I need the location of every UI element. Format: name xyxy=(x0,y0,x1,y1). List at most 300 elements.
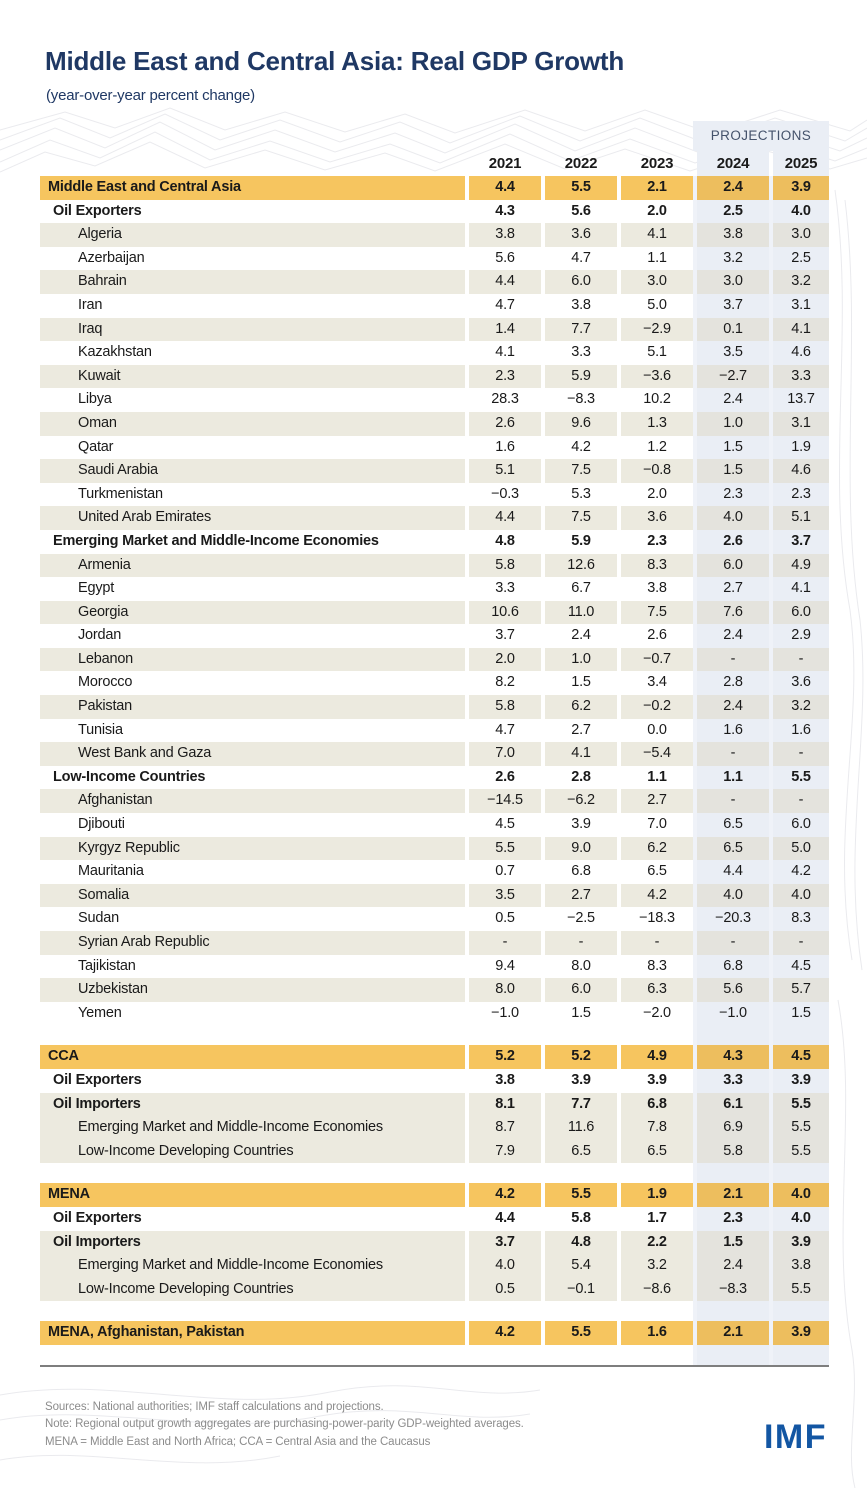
value-cell: 0.7 xyxy=(469,860,541,884)
value-cell: 5.5 xyxy=(773,1140,829,1164)
corner-cell xyxy=(40,151,465,176)
value-cell: 8.0 xyxy=(469,978,541,1002)
value-cell: −6.2 xyxy=(545,789,617,813)
value-cell: 5.2 xyxy=(469,1045,541,1069)
value-cell: 2.6 xyxy=(469,412,541,436)
table-body xyxy=(40,176,829,1365)
table-row xyxy=(40,294,829,318)
row-label: Low-Income Developing Countries xyxy=(40,1278,465,1302)
value-cell: 2.4 xyxy=(697,624,769,648)
table-row xyxy=(40,530,829,554)
value-cell: 4.3 xyxy=(469,200,541,224)
value-cell: 7.8 xyxy=(621,1116,693,1140)
value-cell: 4.2 xyxy=(469,1321,541,1345)
year-header: 2025 xyxy=(773,151,829,176)
row-label: Low-Income Developing Countries xyxy=(40,1140,465,1164)
value-cell: 2.5 xyxy=(697,200,769,224)
value-cell: - xyxy=(697,648,769,672)
value-cell: 5.1 xyxy=(773,506,829,530)
value-cell: - xyxy=(697,789,769,813)
value-cell: 1.6 xyxy=(469,436,541,460)
abbreviation-note: MENA = Middle East and North Africa; CCA = Central Asia and the Caucasus xyxy=(45,1435,431,1448)
table-row xyxy=(40,1093,829,1117)
value-cell: 3.1 xyxy=(773,412,829,436)
row-label: Emerging Market and Middle-Income Economies xyxy=(40,1254,465,1278)
value-cell: 3.7 xyxy=(697,294,769,318)
value-cell: 3.7 xyxy=(469,624,541,648)
value-cell: 1.0 xyxy=(545,648,617,672)
value-cell: 6.0 xyxy=(545,270,617,294)
table-row xyxy=(40,459,829,483)
table-row xyxy=(40,388,829,412)
gdp-table xyxy=(40,121,829,1367)
value-cell: 3.8 xyxy=(621,577,693,601)
value-cell: 4.4 xyxy=(469,1207,541,1231)
value-cell xyxy=(621,1345,693,1365)
table-row xyxy=(40,176,829,200)
value-cell: −0.1 xyxy=(545,1278,617,1302)
value-cell: 3.9 xyxy=(545,1069,617,1093)
source-note: Sources: National authorities; IMF staff calculations and projections. xyxy=(45,1400,384,1413)
value-cell: 3.8 xyxy=(697,223,769,247)
value-cell: 3.9 xyxy=(773,1231,829,1255)
value-cell: 1.5 xyxy=(697,1231,769,1255)
spacer-row xyxy=(40,1301,829,1321)
row-label: Djibouti xyxy=(40,813,465,837)
table-row xyxy=(40,884,829,908)
value-cell: 4.7 xyxy=(469,719,541,743)
value-cell: 8.1 xyxy=(469,1093,541,1117)
value-cell xyxy=(545,1301,617,1321)
row-label: Yemen xyxy=(40,1002,465,1026)
value-cell xyxy=(469,1025,541,1045)
value-cell: 3.0 xyxy=(697,270,769,294)
value-cell xyxy=(621,1163,693,1183)
value-cell: 3.8 xyxy=(469,1069,541,1093)
value-cell: 3.9 xyxy=(773,1069,829,1093)
value-cell: 3.4 xyxy=(621,671,693,695)
value-cell: 1.7 xyxy=(621,1207,693,1231)
value-cell: 8.0 xyxy=(545,955,617,979)
value-cell: 6.1 xyxy=(697,1093,769,1117)
value-cell: 2.4 xyxy=(697,176,769,200)
value-cell: 3.6 xyxy=(773,671,829,695)
value-cell: 1.5 xyxy=(545,1002,617,1026)
value-cell: 9.4 xyxy=(469,955,541,979)
table-row xyxy=(40,223,829,247)
table-row xyxy=(40,695,829,719)
table-row xyxy=(40,766,829,790)
value-cell: 5.5 xyxy=(469,837,541,861)
row-label: Kuwait xyxy=(40,365,465,389)
value-cell: 2.6 xyxy=(469,766,541,790)
row-label: Uzbekistan xyxy=(40,978,465,1002)
value-cell: −2.9 xyxy=(621,318,693,342)
table-row xyxy=(40,554,829,578)
row-label: Emerging Market and Middle-Income Economies xyxy=(40,530,465,554)
value-cell xyxy=(773,1025,829,1045)
value-cell: 3.6 xyxy=(621,506,693,530)
value-cell: 0.5 xyxy=(469,1278,541,1302)
value-cell: 3.3 xyxy=(697,1069,769,1093)
table-row xyxy=(40,931,829,955)
value-cell: 8.3 xyxy=(621,955,693,979)
value-cell: 8.3 xyxy=(621,554,693,578)
value-cell: 2.9 xyxy=(773,624,829,648)
value-cell: 7.0 xyxy=(469,742,541,766)
value-cell xyxy=(773,1163,829,1183)
value-cell: 4.4 xyxy=(469,176,541,200)
table-row xyxy=(40,1207,829,1231)
value-cell: 4.0 xyxy=(697,884,769,908)
row-label: Armenia xyxy=(40,554,465,578)
value-cell: 2.8 xyxy=(697,671,769,695)
value-cell: 1.1 xyxy=(621,247,693,271)
value-cell: 6.5 xyxy=(697,813,769,837)
value-cell: 5.5 xyxy=(545,1321,617,1345)
value-cell: −18.3 xyxy=(621,907,693,931)
value-cell: 5.6 xyxy=(545,200,617,224)
value-cell: 7.6 xyxy=(697,601,769,625)
value-cell: −8.6 xyxy=(621,1278,693,1302)
year-header: 2024 xyxy=(697,151,769,176)
projections-header-row xyxy=(40,121,829,151)
value-cell: 3.5 xyxy=(469,884,541,908)
imf-logo: IMF xyxy=(763,1418,827,1456)
value-cell: −2.7 xyxy=(697,365,769,389)
value-cell: 4.0 xyxy=(773,884,829,908)
value-cell: 11.0 xyxy=(545,601,617,625)
value-cell xyxy=(773,1345,829,1365)
value-cell: 2.4 xyxy=(697,388,769,412)
value-cell xyxy=(697,1163,769,1183)
table-row xyxy=(40,412,829,436)
value-cell: 6.8 xyxy=(621,1093,693,1117)
value-cell: 4.0 xyxy=(469,1254,541,1278)
row-label: Somalia xyxy=(40,884,465,908)
value-cell: 4.5 xyxy=(773,1045,829,1069)
value-cell: 5.5 xyxy=(773,1116,829,1140)
value-cell: 2.7 xyxy=(621,789,693,813)
value-cell: 0.1 xyxy=(697,318,769,342)
value-cell: 6.2 xyxy=(621,837,693,861)
value-cell: −0.8 xyxy=(621,459,693,483)
row-label: Turkmenistan xyxy=(40,483,465,507)
value-cell: 2.6 xyxy=(697,530,769,554)
row-label: Tajikistan xyxy=(40,955,465,979)
row-label: MENA, Afghanistan, Pakistan xyxy=(40,1321,465,1345)
value-cell: 1.1 xyxy=(621,766,693,790)
value-cell: 11.6 xyxy=(545,1116,617,1140)
value-cell: 3.7 xyxy=(469,1231,541,1255)
value-cell: −5.4 xyxy=(621,742,693,766)
value-cell: - xyxy=(469,931,541,955)
value-cell: 3.5 xyxy=(697,341,769,365)
row-label: Egypt xyxy=(40,577,465,601)
value-cell: 4.5 xyxy=(469,813,541,837)
value-cell: 4.1 xyxy=(621,223,693,247)
value-cell: 5.0 xyxy=(773,837,829,861)
value-cell: 4.3 xyxy=(697,1045,769,1069)
value-cell: 4.5 xyxy=(773,955,829,979)
value-cell: 7.7 xyxy=(545,318,617,342)
value-cell: 4.0 xyxy=(773,200,829,224)
value-cell: 1.9 xyxy=(621,1183,693,1207)
table-row xyxy=(40,719,829,743)
value-cell: 1.6 xyxy=(621,1321,693,1345)
table-row xyxy=(40,1002,829,1026)
value-cell: 3.8 xyxy=(469,223,541,247)
value-cell: 4.9 xyxy=(621,1045,693,1069)
value-cell: 5.6 xyxy=(697,978,769,1002)
table-row xyxy=(40,506,829,530)
value-cell: 12.6 xyxy=(545,554,617,578)
value-cell: 6.8 xyxy=(697,955,769,979)
year-header: 2021 xyxy=(488,155,522,172)
value-cell: 2.2 xyxy=(621,1231,693,1255)
value-cell: −1.0 xyxy=(697,1002,769,1026)
row-label: Oman xyxy=(40,412,465,436)
value-cell: 4.0 xyxy=(697,506,769,530)
value-cell: −8.3 xyxy=(545,388,617,412)
value-cell: 3.1 xyxy=(773,294,829,318)
value-cell: 4.2 xyxy=(469,1183,541,1207)
value-cell: 9.0 xyxy=(545,837,617,861)
value-cell: 6.0 xyxy=(545,978,617,1002)
row-label: Syrian Arab Republic xyxy=(40,931,465,955)
value-cell: 5.8 xyxy=(469,554,541,578)
value-cell: 10.6 xyxy=(469,601,541,625)
value-cell: 5.0 xyxy=(621,294,693,318)
value-cell: 2.1 xyxy=(697,1321,769,1345)
value-cell xyxy=(773,1301,829,1321)
row-label: United Arab Emirates xyxy=(40,506,465,530)
table-row xyxy=(40,907,829,931)
spacer-row xyxy=(40,1025,829,1045)
row-label: Iran xyxy=(40,294,465,318)
value-cell: - xyxy=(773,789,829,813)
value-cell: 9.6 xyxy=(545,412,617,436)
value-cell: 3.9 xyxy=(621,1069,693,1093)
table-row xyxy=(40,1231,829,1255)
value-cell: 6.2 xyxy=(545,695,617,719)
value-cell: 8.7 xyxy=(469,1116,541,1140)
method-note: Note: Regional output growth aggregates are purchasing-power-parity GDP-weighted averages. xyxy=(45,1418,524,1431)
value-cell: 3.3 xyxy=(773,365,829,389)
value-cell: 2.3 xyxy=(469,365,541,389)
value-cell: 2.3 xyxy=(697,483,769,507)
value-cell: 6.7 xyxy=(545,577,617,601)
value-cell: −0.7 xyxy=(621,648,693,672)
value-cell xyxy=(621,1301,693,1321)
value-cell: 5.2 xyxy=(545,1045,617,1069)
table-row xyxy=(40,483,829,507)
value-cell: 4.6 xyxy=(773,459,829,483)
value-cell: 1.6 xyxy=(773,719,829,743)
value-cell: 5.1 xyxy=(469,459,541,483)
value-cell: 0.0 xyxy=(621,719,693,743)
value-cell: 5.5 xyxy=(545,1183,617,1207)
value-cell: 1.5 xyxy=(545,671,617,695)
footnotes xyxy=(45,1399,867,1452)
table-row xyxy=(40,978,829,1002)
year-header: 2022 xyxy=(564,155,598,172)
value-cell xyxy=(545,1163,617,1183)
value-cell: 2.7 xyxy=(545,884,617,908)
value-cell: 2.4 xyxy=(697,695,769,719)
value-cell: 6.0 xyxy=(773,813,829,837)
value-cell: 8.3 xyxy=(773,907,829,931)
value-cell: - xyxy=(621,931,693,955)
value-cell: 2.4 xyxy=(545,624,617,648)
value-cell: 6.3 xyxy=(621,978,693,1002)
value-cell: 0.5 xyxy=(469,907,541,931)
table-row xyxy=(40,837,829,861)
spacer-row xyxy=(40,1163,829,1183)
value-cell: 1.2 xyxy=(621,436,693,460)
row-label: Bahrain xyxy=(40,270,465,294)
value-cell: 2.7 xyxy=(545,719,617,743)
value-cell xyxy=(545,1345,617,1365)
value-cell: 2.0 xyxy=(621,483,693,507)
value-cell xyxy=(469,1301,541,1321)
table-row xyxy=(40,1321,829,1345)
row-label: Tunisia xyxy=(40,719,465,743)
value-cell: 6.5 xyxy=(697,837,769,861)
value-cell xyxy=(469,1163,541,1183)
value-cell: 4.0 xyxy=(773,1207,829,1231)
value-cell: 4.6 xyxy=(773,341,829,365)
value-cell: 2.0 xyxy=(621,200,693,224)
row-label: Pakistan xyxy=(40,695,465,719)
row-label: Middle East and Central Asia xyxy=(40,176,465,200)
row-label: Georgia xyxy=(40,601,465,625)
value-cell: 2.1 xyxy=(697,1183,769,1207)
value-cell: 5.5 xyxy=(773,1278,829,1302)
value-cell xyxy=(621,1025,693,1045)
table-row xyxy=(40,601,829,625)
table-row xyxy=(40,365,829,389)
value-cell: 3.3 xyxy=(545,341,617,365)
table-row xyxy=(40,1278,829,1302)
value-cell: 4.4 xyxy=(697,860,769,884)
value-cell xyxy=(697,1345,769,1365)
value-cell: 4.1 xyxy=(773,577,829,601)
projections-label: PROJECTIONS xyxy=(693,121,829,151)
row-label xyxy=(40,1345,465,1365)
row-label: Oil Exporters xyxy=(40,1069,465,1093)
table-row xyxy=(40,671,829,695)
value-cell: 3.3 xyxy=(469,577,541,601)
value-cell: 2.7 xyxy=(697,577,769,601)
table-row xyxy=(40,270,829,294)
row-label: Kazakhstan xyxy=(40,341,465,365)
value-cell: −1.0 xyxy=(469,1002,541,1026)
value-cell: 5.8 xyxy=(469,695,541,719)
row-label: Morocco xyxy=(40,671,465,695)
table-row xyxy=(40,742,829,766)
value-cell: 1.3 xyxy=(621,412,693,436)
value-cell: 2.1 xyxy=(621,176,693,200)
value-cell: 1.6 xyxy=(697,719,769,743)
value-cell: 3.2 xyxy=(697,247,769,271)
row-label: Azerbaijan xyxy=(40,247,465,271)
value-cell: 1.0 xyxy=(697,412,769,436)
value-cell: −14.5 xyxy=(469,789,541,813)
table-row xyxy=(40,577,829,601)
value-cell: −0.2 xyxy=(621,695,693,719)
table-row xyxy=(40,1140,829,1164)
table-row xyxy=(40,247,829,271)
value-cell: - xyxy=(545,931,617,955)
table-row xyxy=(40,624,829,648)
value-cell: 1.4 xyxy=(469,318,541,342)
value-cell: 6.0 xyxy=(697,554,769,578)
value-cell: 6.0 xyxy=(773,601,829,625)
value-cell: 4.9 xyxy=(773,554,829,578)
value-cell: 6.8 xyxy=(545,860,617,884)
value-cell xyxy=(469,1345,541,1365)
value-cell: 3.0 xyxy=(621,270,693,294)
value-cell: 2.5 xyxy=(773,247,829,271)
row-label: MENA xyxy=(40,1183,465,1207)
value-cell xyxy=(545,1025,617,1045)
table-row xyxy=(40,341,829,365)
table-row xyxy=(40,1069,829,1093)
row-label: Iraq xyxy=(40,318,465,342)
row-label: Oil Exporters xyxy=(40,1207,465,1231)
value-cell: 5.8 xyxy=(697,1140,769,1164)
table-row xyxy=(40,1045,829,1069)
value-cell: 1.9 xyxy=(773,436,829,460)
value-cell: 4.1 xyxy=(773,318,829,342)
value-cell: 5.1 xyxy=(621,341,693,365)
value-cell: 3.2 xyxy=(773,695,829,719)
value-cell: 10.2 xyxy=(621,388,693,412)
row-label: Sudan xyxy=(40,907,465,931)
value-cell: 2.6 xyxy=(621,624,693,648)
page-title: Middle East and Central Asia: Real GDP Growth xyxy=(45,46,625,76)
value-cell: 5.3 xyxy=(545,483,617,507)
row-label: Kyrgyz Republic xyxy=(40,837,465,861)
value-cell: 2.0 xyxy=(469,648,541,672)
row-label: Afghanistan xyxy=(40,789,465,813)
row-label: Low-Income Countries xyxy=(40,766,465,790)
value-cell: 4.4 xyxy=(469,506,541,530)
row-label: Oil Importers xyxy=(40,1093,465,1117)
table-row xyxy=(40,1183,829,1207)
table-row xyxy=(40,860,829,884)
row-label: Emerging Market and Middle-Income Economies xyxy=(40,1116,465,1140)
table-row xyxy=(40,1116,829,1140)
table-row xyxy=(40,1254,829,1278)
value-cell: 4.7 xyxy=(469,294,541,318)
value-cell: 3.2 xyxy=(621,1254,693,1278)
value-cell: 6.5 xyxy=(621,860,693,884)
value-cell: −20.3 xyxy=(697,907,769,931)
value-cell: −3.6 xyxy=(621,365,693,389)
value-cell: 7.5 xyxy=(545,459,617,483)
row-label: Jordan xyxy=(40,624,465,648)
value-cell: 2.8 xyxy=(545,766,617,790)
value-cell: −0.3 xyxy=(469,483,541,507)
value-cell: 5.6 xyxy=(469,247,541,271)
value-cell: 5.4 xyxy=(545,1254,617,1278)
value-cell: 5.5 xyxy=(773,766,829,790)
value-cell: 4.8 xyxy=(469,530,541,554)
value-cell: 1.1 xyxy=(697,766,769,790)
row-label: Libya xyxy=(40,388,465,412)
